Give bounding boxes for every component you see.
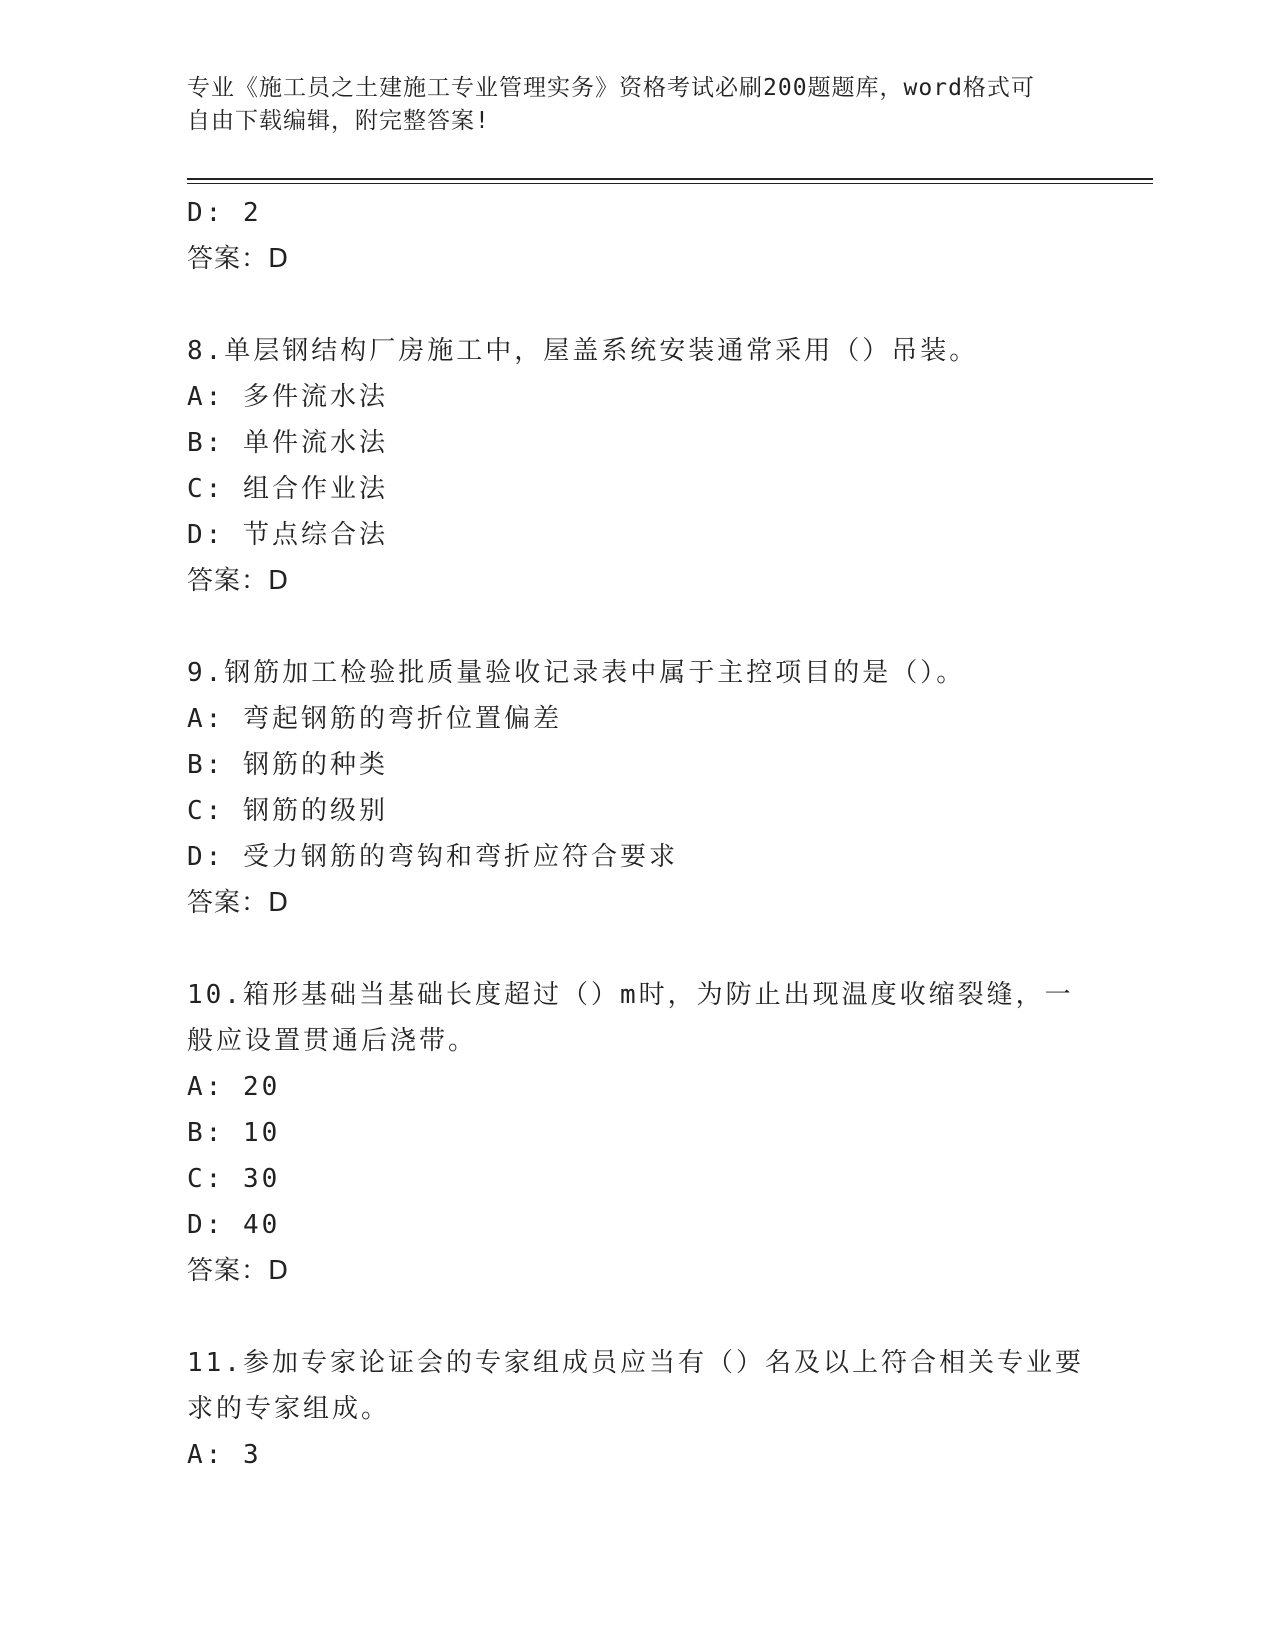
header-rule-thin: [187, 183, 1153, 184]
header-line-1: 专业《施工员之土建施工专业管理实务》资格考试必刷200题题库，word格式可: [187, 75, 1035, 101]
carryover-option-d: D: 2: [187, 198, 262, 228]
spacer: [187, 604, 1087, 650]
spacer: [187, 926, 1087, 972]
option-d: D: 受力钢筋的弯钩和弯折应符合要求: [187, 842, 678, 872]
option-a: A: 3: [187, 1440, 262, 1470]
option-a: A: 20: [187, 1072, 281, 1102]
question-answer: 答案：D: [187, 566, 290, 596]
option-c: C: 钢筋的级别: [187, 796, 388, 826]
question-11: [187, 1340, 1087, 1478]
question-answer: 答案：D: [187, 888, 290, 918]
carryover-answer: 答案：D: [187, 244, 290, 274]
question-10: [187, 972, 1087, 1294]
option-d: D: 节点综合法: [187, 520, 388, 550]
spacer: [187, 1294, 1087, 1340]
option-b: B: 单件流水法: [187, 428, 388, 458]
question-stem: 9.钢筋加工检验批质量验收记录表中属于主控项目的是（）。: [187, 658, 966, 688]
header-line-2: 自由下载编辑，附完整答案!: [187, 108, 490, 134]
spacer: [187, 282, 1087, 328]
option-d: D: 40: [187, 1210, 281, 1240]
header-rule-thick: [187, 178, 1153, 180]
question-stem-line-1: 11.参加专家论证会的专家组成员应当有（）名及以上符合相关专业要: [187, 1348, 1084, 1378]
option-c: C: 组合作业法: [187, 474, 388, 504]
question-stem-line-2: 般应设置贯通后浇带。: [187, 1026, 478, 1056]
option-b: B: 钢筋的种类: [187, 750, 388, 780]
question-8: [187, 328, 1087, 604]
option-a: A: 多件流水法: [187, 382, 388, 412]
option-a: A: 弯起钢筋的弯折位置偏差: [187, 704, 562, 734]
question-9: [187, 650, 1087, 926]
question-content: [187, 190, 1087, 1478]
option-b: B: 10: [187, 1118, 281, 1148]
question-stem-line-1: 10.箱形基础当基础长度超过（）m时，为防止出现温度收缩裂缝，一: [187, 980, 1074, 1010]
question-stem: 8.单层钢结构厂房施工中，屋盖系统安装通常采用（）吊装。: [187, 336, 979, 366]
question-answer: 答案：D: [187, 1256, 290, 1286]
question-stem-line-2: 求的专家组成。: [187, 1394, 391, 1424]
document-header: [187, 72, 1067, 138]
option-c: C: 30: [187, 1164, 281, 1194]
